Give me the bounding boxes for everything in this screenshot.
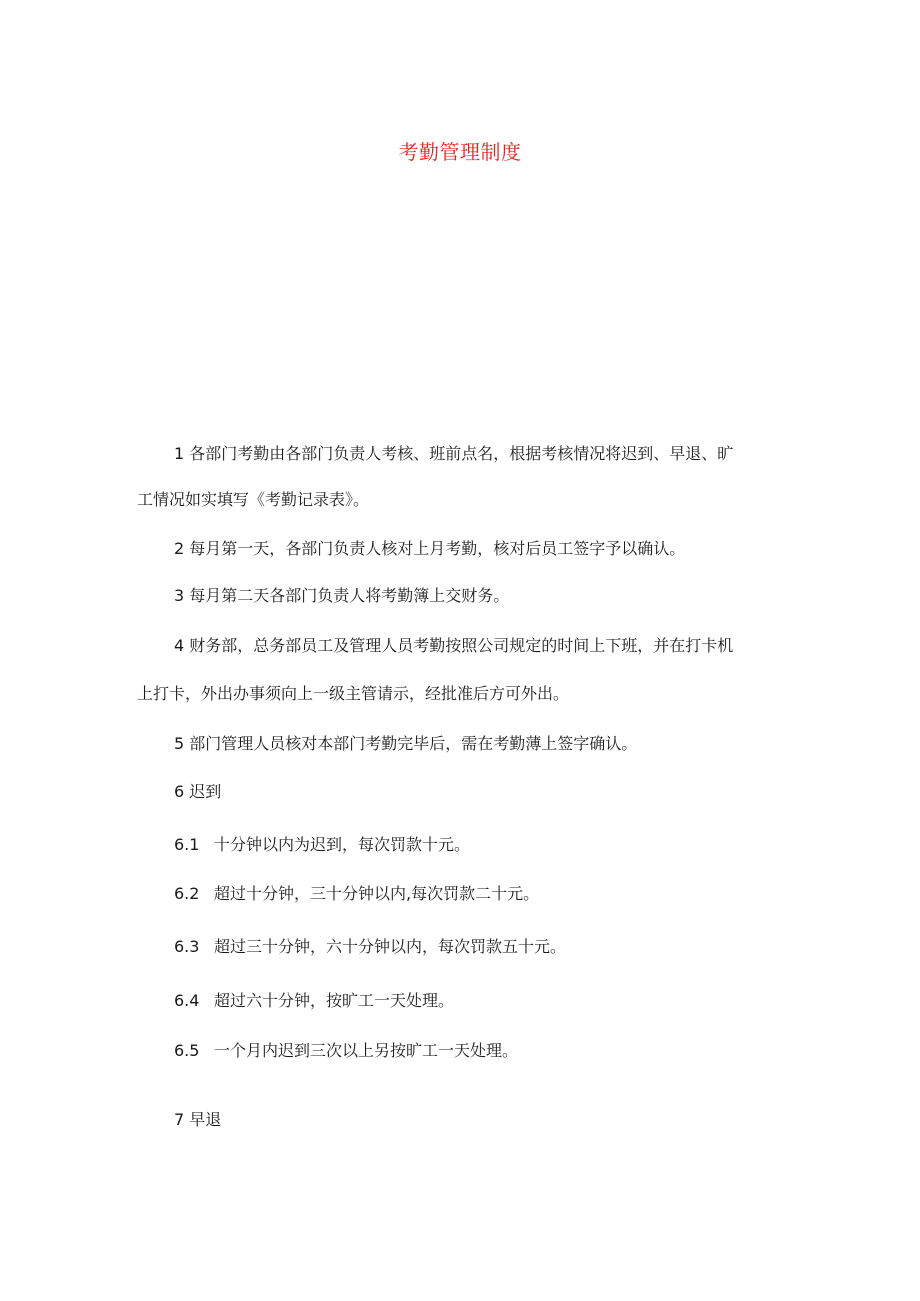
paragraph-6: 6 迟到 xyxy=(174,782,222,801)
paragraph-2: 2 每月第一天，各部门负责人核对上月考勤，核对后员工签字予以确认。 xyxy=(174,539,686,558)
paragraph-1-line-1: 1 各部门考勤由各部门负责人考核、班前点名，根据考核情况将迟到、早退、旷 xyxy=(174,444,734,463)
paragraph-4-line-2: 上打卡，外出办事须向上一级主管请示，经批准后方可外出。 xyxy=(137,684,570,703)
paragraph-5: 5 部门管理人员核对本部门考勤完毕后，需在考勤薄上签字确认。 xyxy=(174,734,638,753)
subitem-text: 超过十分钟，三十分钟以内,每次罚款二十元。 xyxy=(214,884,540,903)
subitem-6-1 xyxy=(174,834,470,856)
subitem-6-4 xyxy=(174,990,454,1012)
subitem-number: 6.3 xyxy=(174,937,200,956)
subitem-text: 超过三十分钟，六十分钟以内，每次罚款五十元。 xyxy=(214,937,567,956)
paragraph-7: 7 早退 xyxy=(174,1110,222,1129)
subitem-text: 超过六十分钟，按旷工一天处理。 xyxy=(214,991,455,1010)
subitem-number: 6.5 xyxy=(174,1041,200,1060)
subitem-text: 十分钟以内为迟到，每次罚款十元。 xyxy=(214,835,471,854)
paragraph-1-line-2: 工情况如实填写《考勤记录表》。 xyxy=(137,490,370,509)
subitem-number: 6.4 xyxy=(174,991,200,1010)
subitem-6-3 xyxy=(174,936,566,958)
paragraph-3: 3 每月第二天各部门负责人将考勤簿上交财务。 xyxy=(174,586,510,605)
document-title: 考勤管理制度 xyxy=(398,140,522,164)
paragraph-4-line-1: 4 财务部，总务部员工及管理人员考勤按照公司规定的时间上下班，并在打卡机 xyxy=(174,636,734,655)
subitem-number: 6.1 xyxy=(174,835,200,854)
subitem-text: 一个月内迟到三次以上另按旷工一天处理。 xyxy=(214,1041,519,1060)
subitem-6-5 xyxy=(174,1040,518,1062)
subitem-6-2 xyxy=(174,883,539,905)
subitem-number: 6.2 xyxy=(174,884,200,903)
